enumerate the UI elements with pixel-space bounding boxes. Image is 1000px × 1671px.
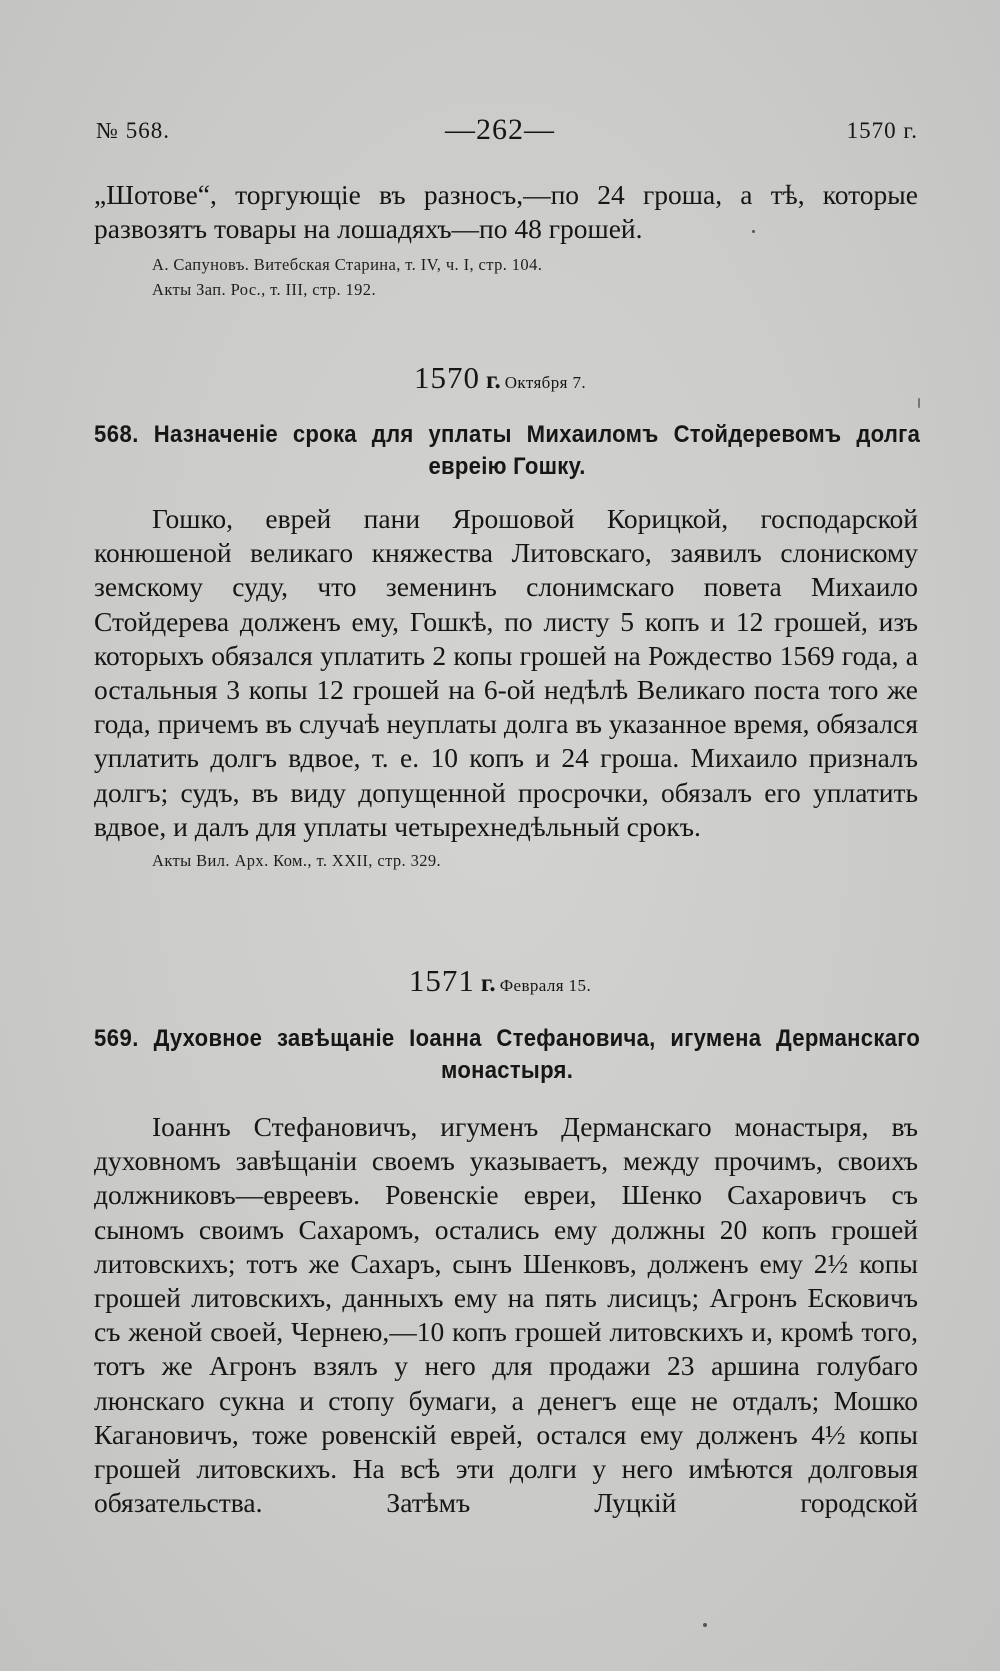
entry-heading-569 [94,1023,920,1087]
date-line-1571 [0,963,1000,999]
entry-569-body [94,1110,918,1520]
entry-paragraph: Гошко, еврей пани Ярошовой Корицкой, господарской конюшеной великаго княжества Литовскаго, заявилъ слонискому земскому суду, что земенинъ слонимскаго повета Михаило Стойдерева долженъ ему, Гошкѣ, по листу 5 копъ и 12 грошей, изъ которыхъ обязался уплатить 2 копы грошей на Рождество 1569 года, а остальныя 3 копы 12 грошей на 6-ой недѣлѣ Великаго поста того же года, причемъ въ случаѣ неуплаты долга въ указанное время, обязался уплатить долгъ вдвое, т. е. 10 копъ и 24 гроша. Михаило призналъ долгъ; судъ, въ виду допущенной просрочки, обязалъ его уплатить вдвое, и далъ для уплаты четырехнедѣльный срокъ. [94,503,918,842]
entry-number: 568. [94,421,139,448]
entry-568-body [94,502,918,873]
paper-mark [918,398,920,408]
year: 1570 [413,360,480,395]
continuation-paragraph: „Шотове“, торгующіе въ разносъ,—по 24 гроша, а тѣ, которые развозятъ товары на лошадяхъ—по 48 грошей. [94,179,918,245]
date-line-1570 [0,360,1000,396]
reference-line: Акты Вил. Арх. Ком., т. XXII, стр. 329. [152,851,442,871]
running-header-year: 1570 г. [846,118,918,143]
reference-line: Акты Зап. Рос., т. III, стр. 192. [152,280,376,300]
page-number: —262— [445,113,555,146]
continuation-section [94,178,918,302]
entry-heading-568 [94,419,920,483]
entry-title: Назначеніе срока для уплаты Михаиломъ Стойдеревомъ долга евреію Гошку. [153,421,921,480]
date: Февраля 15. [499,976,592,995]
entry-paragraph: Іоаннъ Стефановичъ, игуменъ Дерманскаго монастыря, въ духовномъ завѣщаніи своемъ указываетъ, между прочимъ, своихъ должниковъ—евреевъ. Ровенскіе евреи, Шенко Сахаровичъ съ сыномъ своимъ Сахаромъ, остались ему должны 20 копъ грошей литовскихъ; тотъ же Сахаръ, сынъ Шенковъ, долженъ ему 2½ копы грошей литовскихъ, данныхъ ему на пять лисицъ; Агронъ Есковичъ съ женой своей, Чернею,—10 копъ грошей литовскихъ и, кромѣ того, тотъ же Агронъ взялъ у него для продажи 23 аршина голубаго люнскаго сукна и стопу бумаги, а денегъ еще не отдалъ; Мошко Кагановичъ, тоже ровенскій еврей, остался ему долженъ 4½ копы грошей литовскихъ. На всѣ эти долги у него имѣются долговыя обязательства. Затѣмъ Луцкій городской [94,1111,918,1519]
reference-line: А. Сапуновъ. Витебская Старина, т. IV, ч. I, стр. 104. [152,255,543,275]
date: Октября 7. [504,373,587,392]
year: 1571 [408,963,475,998]
year-abbrev: г. [480,970,496,997]
entry-number: 569. [94,1025,139,1052]
paper-speck [703,1623,707,1627]
year-abbrev: г. [485,367,501,394]
running-header-entry-number: № 568. [96,118,170,143]
entry-title: Духовное завѣщаніе Іоанна Стефановича, игумена Дерманскаго монастыря. [153,1025,921,1084]
paper-speck [752,230,755,233]
